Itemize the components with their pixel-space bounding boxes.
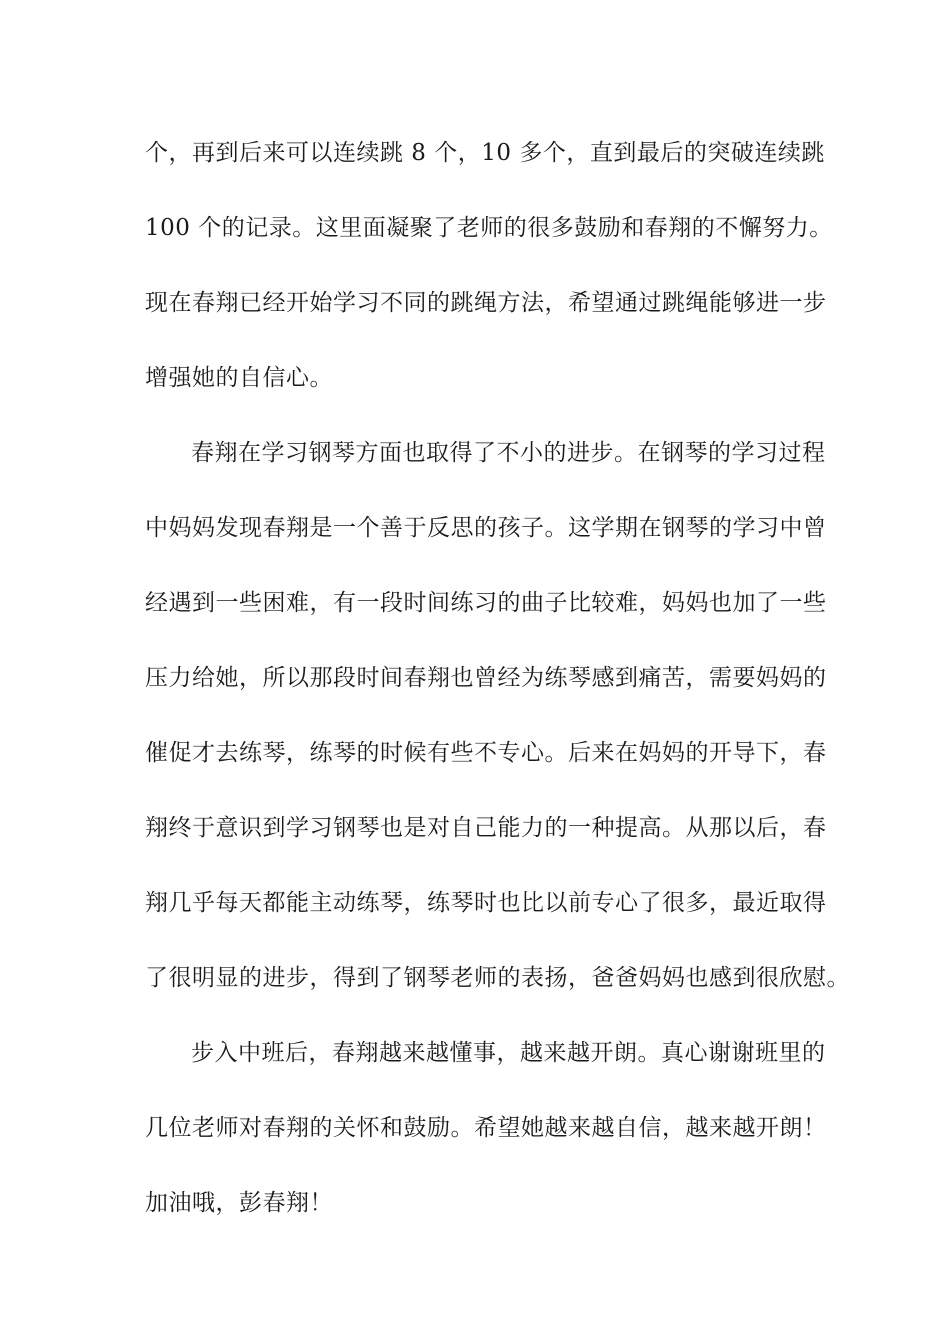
text-line: 压力给她，所以那段时间春翔也曾经为练琴感到痛苦，需要妈妈的	[145, 665, 827, 691]
text-line: 100 个的记录。这里面凝聚了老师的很多鼓励和春翔的不懈努力。	[145, 215, 833, 241]
text-line: 步入中班后，春翔越来越懂事，越来越开朗。真心谢谢班里的	[191, 1040, 826, 1066]
text-line: 增强她的自信心。	[145, 365, 333, 391]
text-line: 翔几乎每天都能主动练琴，练琴时也比以前专心了很多，最近取得	[145, 890, 827, 916]
text-line: 了很明显的进步，得到了钢琴老师的表扬，爸爸妈妈也感到很欣慰。	[145, 965, 850, 991]
text-line: 几位老师对春翔的关怀和鼓励。希望她越来越自信，越来越开朗！	[145, 1115, 827, 1141]
body-text	[145, 132, 850, 1257]
text-line: 经遇到一些困难，有一段时间练习的曲子比较难，妈妈也加了一些	[145, 590, 827, 616]
text-line: 个，再到后来可以连续跳 8 个，10 多个，直到最后的突破连续跳	[145, 140, 825, 166]
text-line: 春翔在学习钢琴方面也取得了不小的进步。在钢琴的学习过程	[191, 440, 826, 466]
text-line: 催促才去练琴，练琴的时候有些不专心。后来在妈妈的开导下，春	[145, 740, 827, 766]
text-line: 现在春翔已经开始学习不同的跳绳方法，希望通过跳绳能够进一步	[145, 290, 827, 316]
text-line: 翔终于意识到学习钢琴也是对自己能力的一种提高。从那以后，春	[145, 815, 827, 841]
text-line: 中妈妈发现春翔是一个善于反思的孩子。这学期在钢琴的学习中曾	[145, 515, 827, 541]
text-line: 加油哦，彭春翔！	[145, 1190, 333, 1216]
